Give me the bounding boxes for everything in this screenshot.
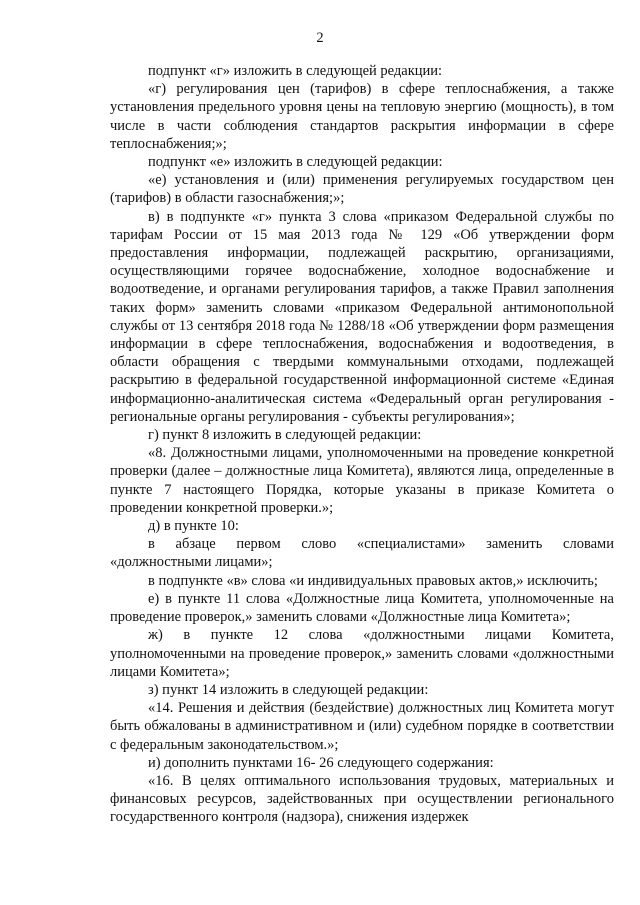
paragraph: и) дополнить пунктами 16- 26 следующего содержания:	[148, 754, 494, 771]
paragraph: «14. Решения и действия (бездействие) должностных лиц Комитета могут быть обжалованы в административном и (или) судебном порядке в соответствии с федеральным законодательством.»;	[110, 700, 614, 753]
page-number: 2	[316, 30, 324, 46]
paragraph: в абзаце первом слово «специалистами» заменить словами «должностными лицами»;	[110, 536, 614, 571]
paragraph: «е) установления и (или) применения регулируемых государством цен (тарифов) в области газоснабжения;»;	[110, 172, 614, 207]
paragraph: в) в подпункте «г» пункта 3 слова «приказом Федеральной службы по тарифам России от 15 мая 2013 года № 129 «Об утверждении форм предоставления информации, подлежащей раскрытию, организациями, осуществляющими горячее водоснабжение, холодное водоснабжение и водоотведение, и органами регулирования тарифов, а также Правил заполнения таких форм» заменить словами «приказом Федеральной антимонопольной службы от 13 сентября 2018 года № 1288/18 «Об утверждении форм размещения информации в сфере теплоснабжения, водоснабжения и водоотведения, в области обращения с твердыми коммунальными отходами, подлежащей раскрытию в федеральной государственной информационной системе «Единая информационно-аналитическая система «Федеральный орган регулирования - региональные органы регулирования - субъекты регулирования»;	[110, 208, 614, 425]
paragraph: «16. В целях оптимального использования трудовых, материальных и финансовых ресурсов, задействованных при осуществлении регионального государственного контроля (надзора), снижения издержек	[110, 772, 614, 826]
paragraph: подпункт «е» изложить в следующей редакции:	[148, 154, 443, 171]
paragraph: д) в пункте 10:	[148, 518, 239, 535]
paragraph: в подпункте «в» слова «и индивидуальных правовых актов,» исключить;	[148, 572, 598, 589]
paragraph: подпункт «г» изложить в следующей редакции:	[148, 63, 443, 79]
paragraph: «г) регулирования цен (тарифов) в сфере теплоснабжения, а также установления предельного уровня цены на тепловую энергию (мощность), в том числе в части соблюдения стандартов раскрытия информации в сфере теплоснабжения;»;	[110, 81, 614, 152]
paragraph: з) пункт 14 изложить в следующей редакции:	[148, 681, 429, 698]
paragraph: «8. Должностными лицами, уполномоченными на проведение конкретной проверки (далее – должностные лица Комитета), являются лица, определенные в пункте 7 настоящего Порядка, которые указаны в приказе Комитета о проведении конкретной проверки.»;	[110, 445, 614, 516]
paragraph: е) в пункте 11 слова «Должностные лица Комитета, уполномоченные на проведение проверок,» заменить словами «Должностные лица Комитета»;	[110, 590, 614, 626]
paragraph: г) пункт 8 изложить в следующей редакции:	[148, 427, 422, 444]
paragraph: ж) в пункте 12 слова «должностными лицами Комитета, уполномоченными на проведение проверок,» заменить словами «должностными лицами Комитета»;	[110, 627, 614, 680]
document-body	[110, 62, 614, 827]
